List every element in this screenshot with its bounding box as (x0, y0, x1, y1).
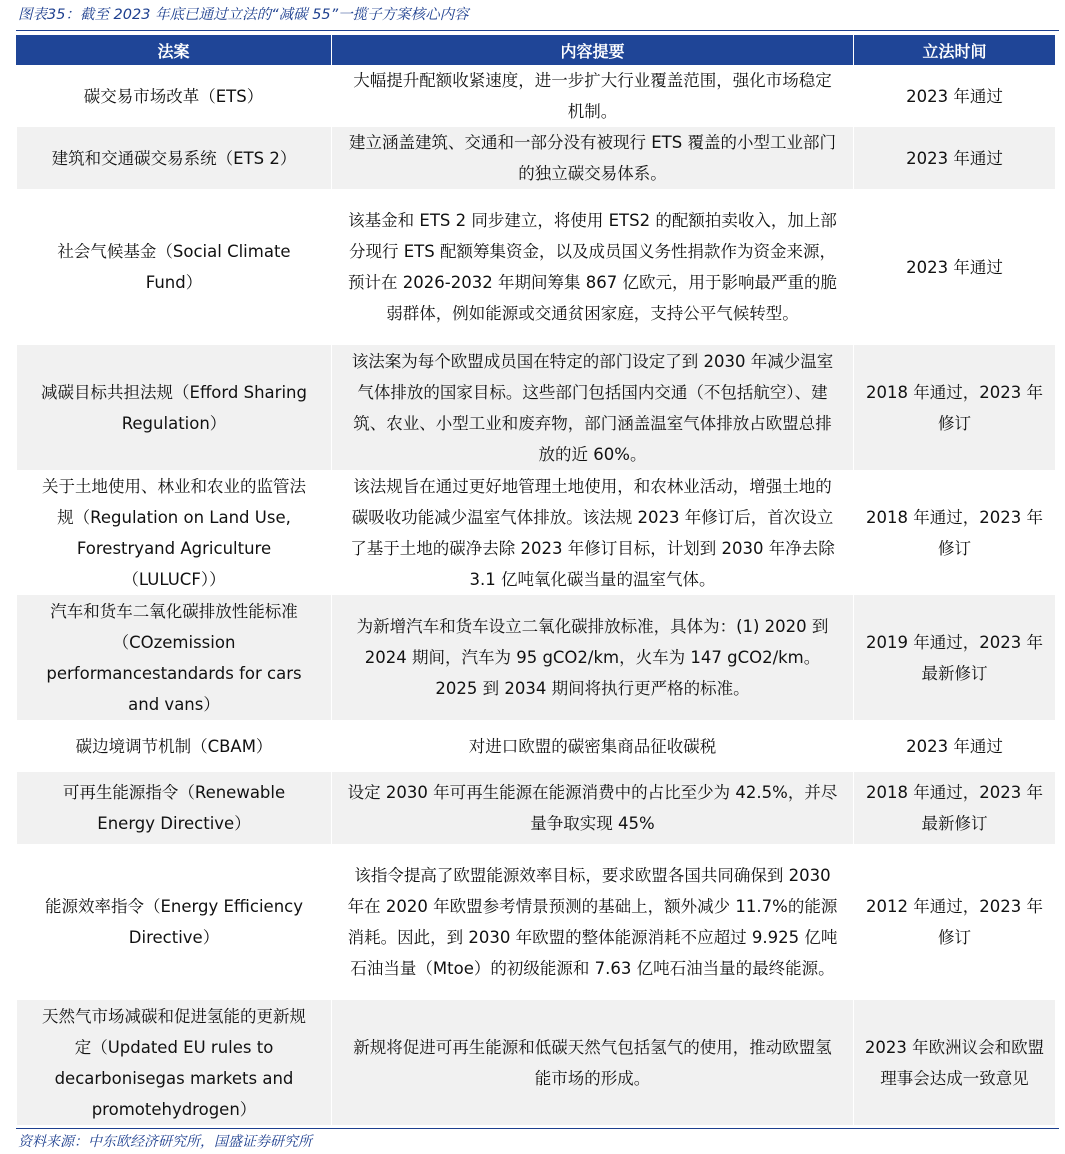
row-summary: 对进口欧盟的碳密集商品征收碳税 (331, 720, 853, 772)
row-law: 能源效率指令（Energy Efficiency Directive） (16, 844, 331, 1000)
row-law: 汽车和货车二氧化碳排放性能标准（COzemission performancestandards for cars and vans） (16, 595, 331, 720)
row-summary: 该法规旨在通过更好地管理土地使用，和农林业活动，增强土地的碳吸收功能减少温室气体排放。该法规 2023 年修订后，首次设立了基于土地的碳净去除 2023 年修订目标，计划到 2030 年净去除 3.1 亿吨氧化碳当量的温室气体。 (331, 470, 853, 595)
row-law: 社会气候基金（Social Climate Fund） (16, 189, 331, 345)
figure-title: 图表35：截至 2023 年底已通过立法的“减碳 55”一揽子方案核心内容 (18, 7, 469, 23)
row-date: 2023 年通过 (853, 127, 1055, 189)
row-date: 2019 年通过，2023 年最新修订 (853, 595, 1055, 720)
row-summary: 建立涵盖建筑、交通和一部分没有被现行 ETS 覆盖的小型工业部门的独立碳交易体系。 (331, 127, 853, 189)
row-date: 2012 年通过，2023 年修订 (853, 844, 1055, 1000)
row-law: 关于土地使用、林业和农业的监管法规（Regulation on Land Use, Forestryand Agriculture（LULUCF）） (16, 470, 331, 595)
row-date: 2018 年通过，2023 年修订 (853, 345, 1055, 470)
row-summary: 该基金和 ETS 2 同步建立，将使用 ETS2 的配额拍卖收入，加上部分现行 ETS 配额筹集资金，以及成员国义务性捐款作为资金来源，预计在 2026-2032 年期间筹集 867 亿欧元，用于影响最严重的脆弱群体，例如能源或交通贫困家庭，支持公平气候转型。 (331, 189, 853, 345)
row-law: 建筑和交通碳交易系统（ETS 2） (16, 127, 331, 189)
row-summary: 为新增汽车和货车设立二氧化碳排放标准，具体为：(1) 2020 到 2024 期间，汽车为 95 gCO2/km，火车为 147 gCO2/km。2025 到 2034 期间将执行更严格的标准。 (331, 595, 853, 720)
row-summary: 该指令提高了欧盟能源效率目标，要求欧盟各国共同确保到 2030 年在 2020 年欧盟参考情景预测的基础上，额外减少 11.7%的能源消耗。因此，到 2030 年欧盟的整体能源消耗不应超过 9.925 亿吨石油当量（Mtoe）的初级能源和 7.63 亿吨石油当量的最终能源。 (331, 844, 853, 1000)
row-date: 2023 年通过 (853, 720, 1055, 772)
row-law: 减碳目标共担法规（Efford Sharing Regulation） (16, 345, 331, 470)
bottom-rule (16, 1128, 1059, 1129)
row-date: 2018 年通过，2023 年修订 (853, 470, 1055, 595)
source-note: 资料来源：中东欧经济研究所，国盛证券研究所 (18, 1134, 312, 1150)
row-summary: 设定 2030 年可再生能源在能源消费中的占比至少为 42.5%，并尽量争取实现 45% (331, 772, 853, 844)
row-law: 天然气市场减碳和促进氢能的更新规定（Updated EU rules to decarbonisegas markets and promotehydrogen） (16, 1000, 331, 1125)
row-date: 2018 年通过，2023 年最新修订 (853, 772, 1055, 844)
row-law: 碳边境调节机制（CBAM） (16, 720, 331, 772)
row-date: 2023 年欧洲议会和欧盟理事会达成一致意见 (853, 1000, 1055, 1125)
row-law: 可再生能源指令（Renewable Energy Directive） (16, 772, 331, 844)
row-summary: 该法案为每个欧盟成员国在特定的部门设定了到 2030 年减少温室气体排放的国家目标。这些部门包括国内交通（不包括航空）、建筑、农业、小型工业和废弃物，部门涵盖温室气体排放占欧盟总排放的近 60%。 (331, 345, 853, 470)
row-summary: 新规将促进可再生能源和低碳天然气包括氢气的使用，推动欧盟氢能市场的形成。 (331, 1000, 853, 1125)
row-summary: 大幅提升配额收紧速度，进一步扩大行业覆盖范围，强化市场稳定机制。 (331, 65, 853, 127)
header-date: 立法时间 (853, 35, 1055, 65)
top-rule (16, 30, 1059, 31)
header-summary: 内容提要 (331, 35, 853, 65)
row-date: 2023 年通过 (853, 65, 1055, 127)
row-date: 2023 年通过 (853, 189, 1055, 345)
legislation-table (16, 35, 1055, 1125)
row-law: 碳交易市场改革（ETS） (83, 86, 264, 106)
header-law: 法案 (16, 35, 331, 65)
